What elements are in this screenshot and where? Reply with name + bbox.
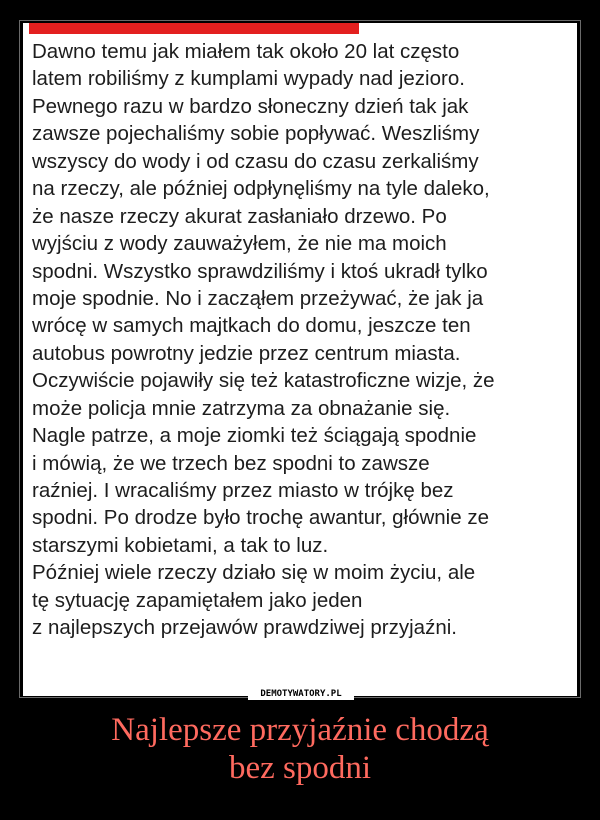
story-line: Pewnego razu w bardzo słoneczny dzień tak jak [32, 94, 469, 118]
story-line: wyjściu z wody zauważyłem, że nie ma moich [32, 232, 447, 256]
story-line: autobus powrotny jedzie przez centrum miasta. [32, 341, 461, 365]
story-line: wszyscy do wody i od czasu do czasu zerkaliśmy [32, 149, 479, 173]
story-line: Nagle patrze, a moje ziomki też ściągają spodnie [32, 424, 477, 448]
story-line: spodni. Po drodze było trochę awantur, głównie ze [32, 506, 489, 530]
story-line: raźniej. I wracaliśmy przez miasto w trójkę bez [32, 479, 454, 502]
story-line: wrócę w samych majtkach do domu, jeszcze ten [32, 314, 471, 338]
caption-line-2: bez spodni [228, 750, 372, 786]
story-line: może policja mnie zatrzyma za obnażanie się. [32, 396, 451, 420]
poster-caption [0, 711, 600, 787]
story-line: z najlepszych przejawów prawdziwej przyjaźni. [32, 616, 457, 640]
story-line: że nasze rzeczy akurat zasłaniało drzewo. Po [32, 204, 447, 228]
story-line: Później wiele rzeczy działo się w moim życiu, ale [32, 561, 476, 585]
story-line: zawsze pojechaliśmy sobie popływać. Weszliśmy [32, 122, 480, 146]
story-line: Dawno temu jak miałem tak około 20 lat często [32, 40, 460, 63]
story-text [32, 38, 577, 642]
story-image [23, 23, 577, 696]
story-line: latem robiliśmy z kumplami wypady nad jezioro. [32, 67, 465, 91]
site-watermark: DEMOTYWATORY.PL [248, 688, 354, 700]
story-line: tę sytuację zapamiętałem jako jeden [32, 588, 363, 612]
story-line: na rzeczy, ale później odpłynęliśmy na tyle daleko, [32, 177, 490, 201]
story-line: spodni. Wszystko sprawdziliśmy i ktoś ukradł tylko [32, 259, 488, 283]
story-line: i mówią, że we trzech bez spodni to zawsze [32, 451, 430, 475]
story-line: moje spodnie. No i zacząłem przeżywać, że jak ja [32, 286, 484, 310]
caption-line-1: Najlepsze przyjaźnie chodzą [111, 712, 489, 748]
story-line: Oczywiście pojawiły się też katastroficzne wizje, że [32, 369, 495, 393]
red-accent-bar [29, 23, 359, 34]
story-line: starszymi kobietami, a tak to luz. [32, 533, 329, 557]
